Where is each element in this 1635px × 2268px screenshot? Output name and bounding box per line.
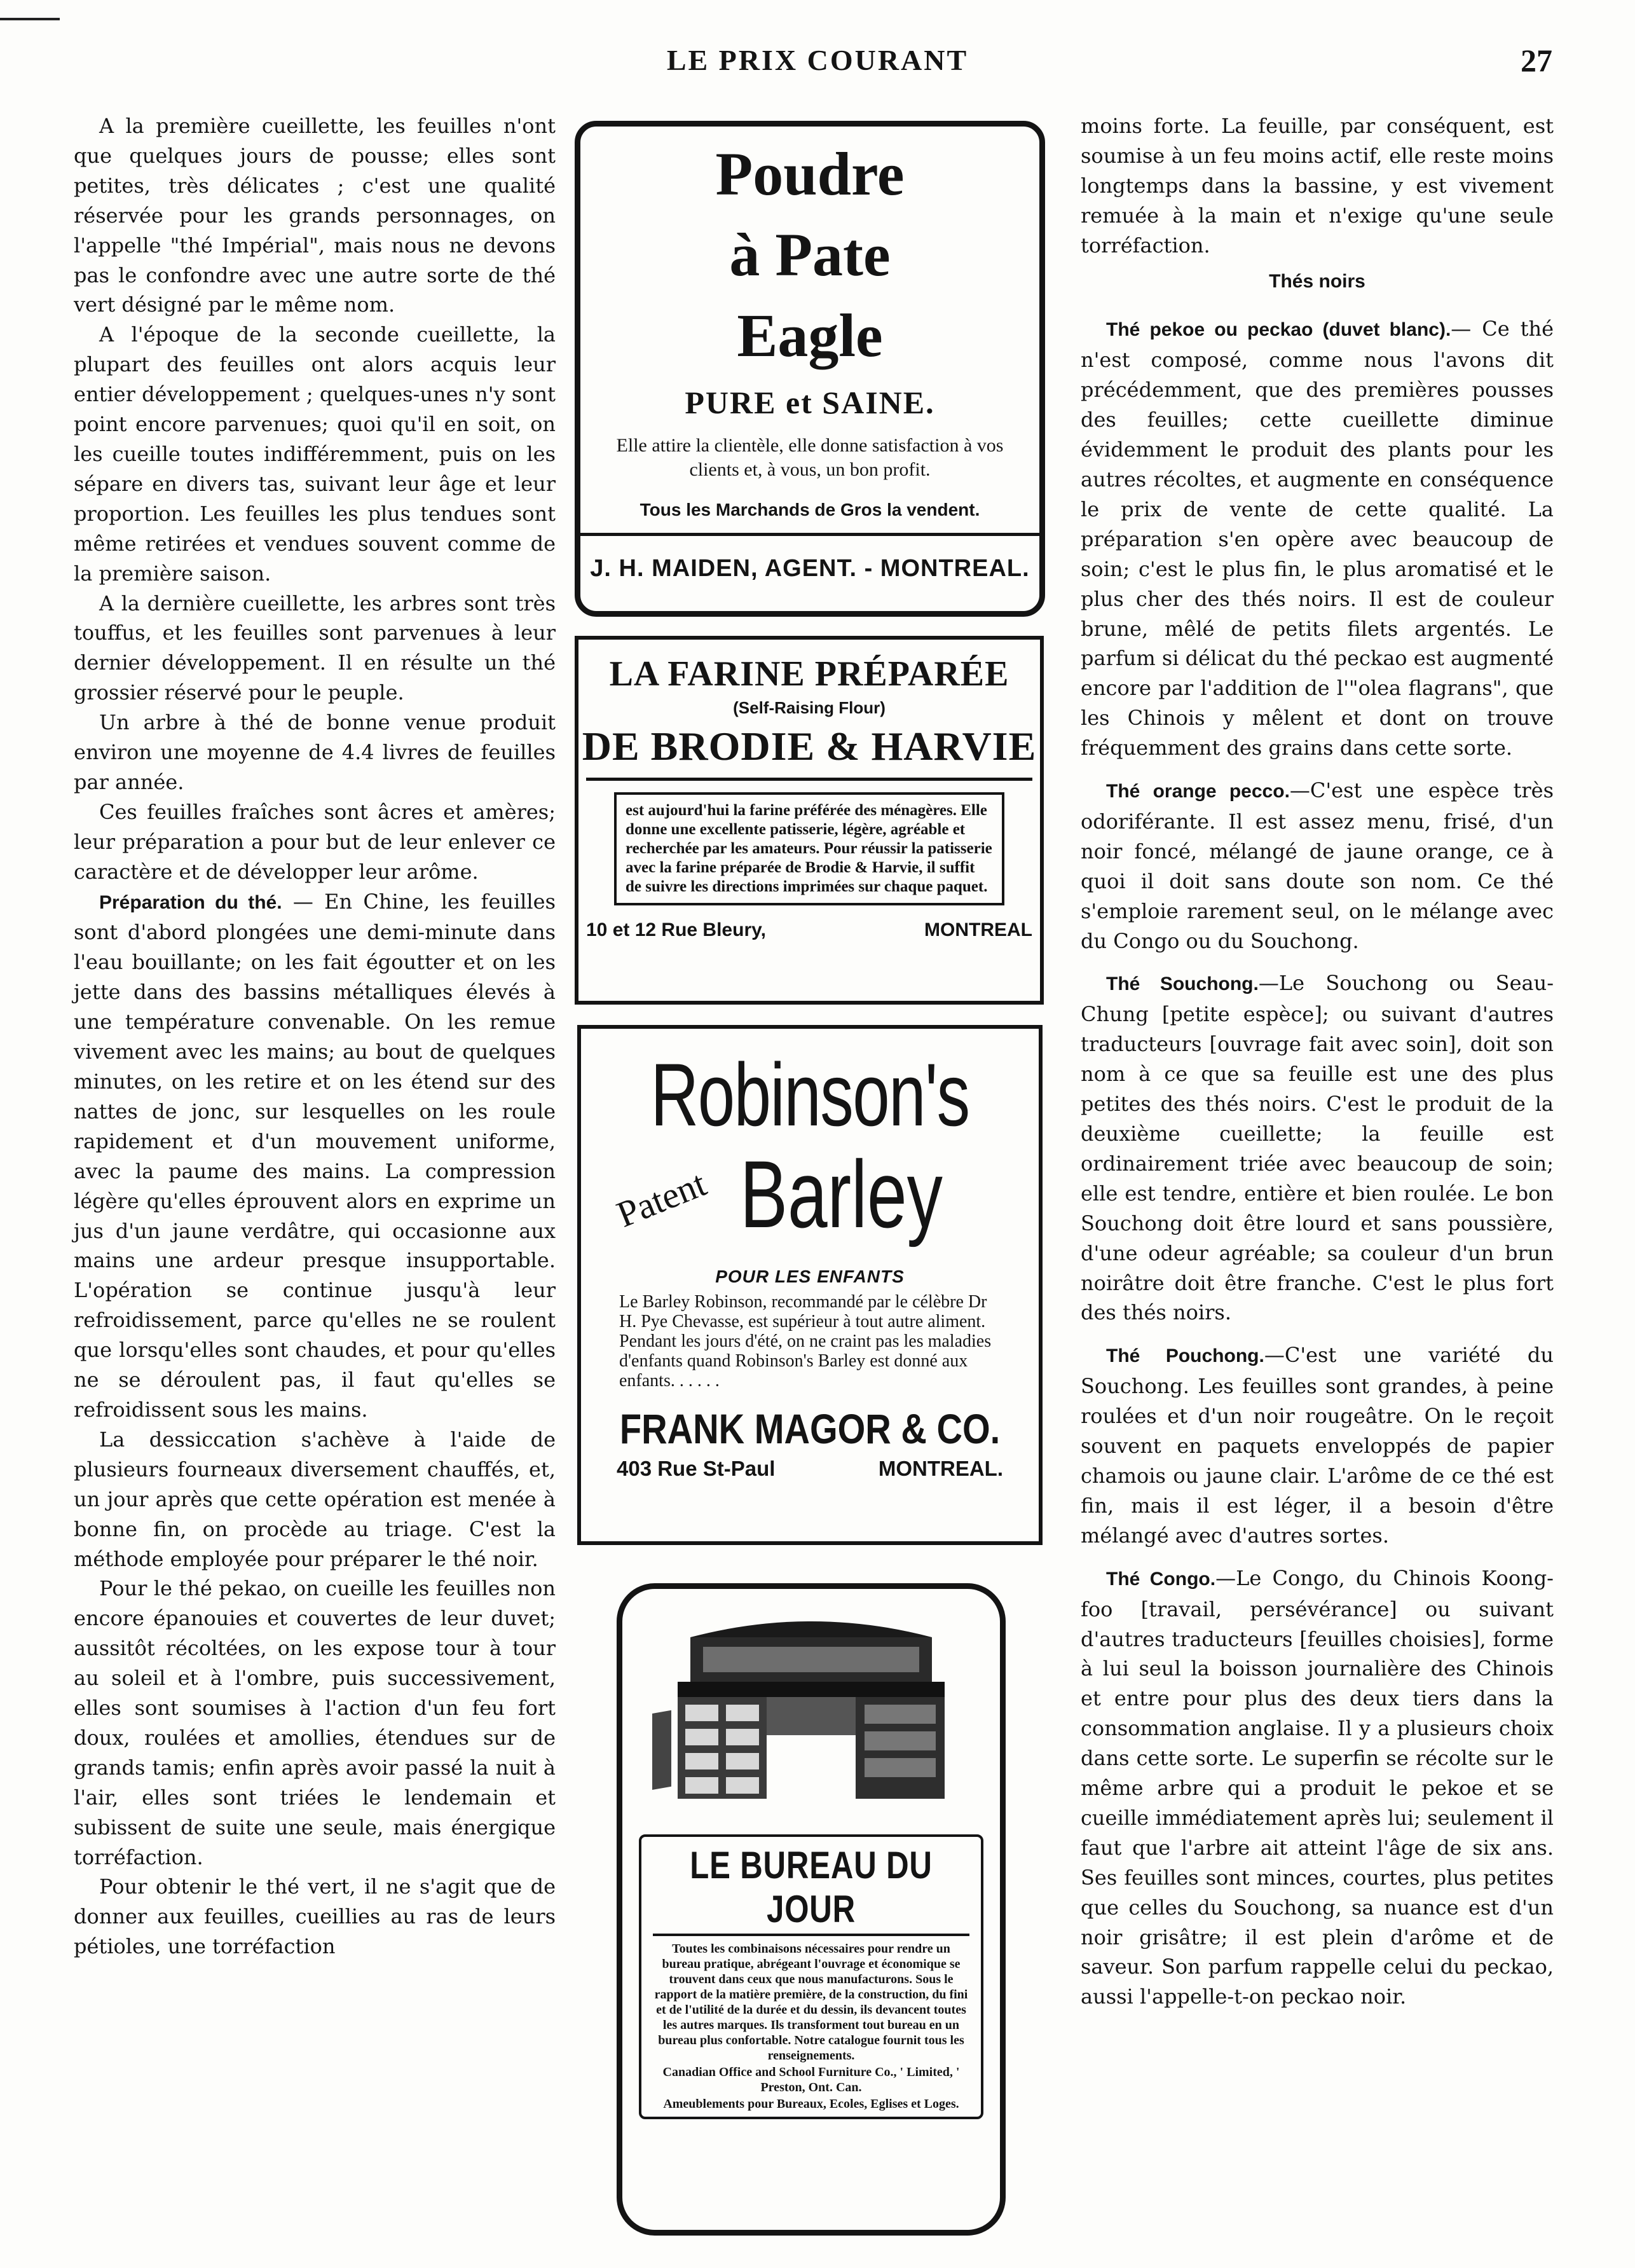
paragraph: La dessiccation s'achève à l'aide de plusieurs fourneaux diversement chauffés, et, un jour après que cette opération est menée à bonne fin, on procède au triage. C'est la méthode employée pour préparer le thé noir. bbox=[74, 1427, 556, 1571]
paragraph-preparation bbox=[74, 887, 556, 1425]
paragraph: Ces feuilles fraîches sont âcres et amères; leur préparation a pour but de leur enlever ce caractère et de développer leur arôme. bbox=[74, 799, 556, 884]
divider bbox=[653, 1934, 969, 1936]
ad-robinson-patent: Patent bbox=[611, 1162, 712, 1235]
paragraph: A la première cueillette, les feuilles n'ont que quelques jours de pousse; elles sont petites, très délicates ; c'est une qualité réservée pour les grands personnages, on l'appelle "thé Impérial", mais nous ne devons pas le confondre avec une autre sorte de thé vert désigné par le même nom. bbox=[74, 114, 556, 317]
ad-eagle-agent: J. H. MAIDEN, AGENT. - MONTREAL. bbox=[590, 555, 1030, 582]
ad-farine-title: LA FARINE PRÉPARÉE bbox=[609, 654, 1009, 694]
tea-entry-lead: Thé pekoe ou peckao (duvet blanc). bbox=[1106, 319, 1451, 341]
ad-eagle-title-line: Eagle bbox=[737, 301, 883, 369]
ad-robinsons-barley bbox=[577, 1025, 1043, 1545]
paragraph: Pour le thé pekao, on cueille les feuilles non encore épanouies et couvertes de leur duvet; aussitôt récoltées, on les expose tour à tour au soleil et à l'ombre, puis successivement, elles sont soumises à l'action d'un feu fort doux, roulées et amollies, étendues sur de grands tamis; enfin après avoir passé la nuit à l'air, elles sont triées le lendemain et subissent de suite une seule, mais énergique torréfaction. bbox=[74, 1576, 556, 1869]
ad-robinson-body: Le Barley Robinson, recommandé par le célèbre Dr H. Pye Chevasse, est supérieur à tout autre aliment. Pendant les jours d'été, on ne craint pas les maladies d'enfants quand Robinson's Barley est donné aux enfants. . . . . . bbox=[619, 1292, 992, 1391]
section-heading: Thés noirs bbox=[1269, 270, 1365, 292]
tea-entry-lead: Thé orange pecco. bbox=[1106, 781, 1290, 802]
tea-entry bbox=[1081, 314, 1554, 763]
paragraph: moins forte. La feuille, par conséquent, est soumise à un feu moins actif, elle reste moins longtemps dans la bassine, y est vivement remuée à la main et n'exige qu'une seule torréfaction. bbox=[1081, 114, 1554, 258]
ad-eagle-baking-powder bbox=[575, 121, 1045, 617]
ad-farine-preparee bbox=[575, 636, 1044, 1005]
tea-entry-lead: Thé Congo. bbox=[1106, 1568, 1216, 1590]
page-number: 27 bbox=[1521, 43, 1552, 78]
ad-robinson-city: MONTREAL. bbox=[878, 1457, 1003, 1480]
ad-robinson-for: POUR LES ENFANTS bbox=[715, 1267, 905, 1286]
ad-farine-city: MONTREAL bbox=[924, 919, 1032, 940]
divider bbox=[586, 778, 1032, 781]
running-head: LE PRIX COURANT bbox=[666, 44, 969, 76]
top-rule bbox=[0, 18, 60, 20]
ad-farine-address-row bbox=[578, 905, 1040, 941]
ad-bureau-du-jour bbox=[617, 1583, 1006, 2236]
ad-robinson-brand: Robinson's bbox=[650, 1045, 969, 1144]
tea-entry-text: —Le Souchong ou Seau-Chung [petite espèce]; ou suivant d'autres traducteurs [ouvrage fait avec soin], doit son nom à ce que sa feuille est une des plus petites des thés noirs. C'est le produit de la deuxième cueillette; la feuille est ordinairement triée avec beaucoup de soin; elle est tendre, entière et bien roulée. Le bon Souchong doit être lourd et sans poussière, d'une odeur agréable; sa couleur d'un brun noirâtre doit être franche. C'est le plus fort des thés noirs. bbox=[1081, 971, 1554, 1325]
ad-farine-address: 10 et 12 Rue Bleury, bbox=[586, 919, 766, 940]
ad-eagle-blurb: Elle attire la clientèle, elle donne satisfaction à vos clients et, à vous, un bon profit. bbox=[616, 435, 1004, 480]
tea-entry bbox=[1081, 1564, 1554, 2012]
divider bbox=[580, 533, 1039, 536]
section-lead: Préparation du thé. bbox=[99, 891, 282, 913]
tea-entry-text: — Ce thé n'est composé, comme nous l'avons dit précédemment, que des premières pousses des feuilles; cette cueillette diminue évidemment le produit des plants pour les autres récoltes, et augmente en conséquence le prix de vente de cette qualité. La préparation s'en opère avec beaucoup de soin; c'est le plus fin, le plus aromatisé et le plus cher des thés noirs. Il est de couleur brune, mêlé de petits filets argentés. Le parfum si délicat du thé peckao est augmenté encore par l'addition de l'"olea flagrans", que les Chinois y mêlent et dont on trouve fréquemment des grains dans cette sorte. bbox=[1081, 317, 1554, 760]
tea-entry-text: —C'est une variété du Souchong. Les feuilles sont grandes, à peine roulées et d'un noir rougeâtre. On le reçoit souvent en paquets enveloppés de papier chamois ou jaune clair. L'arôme de ce thé est fin, mais il est léger, il a besoin d'être mélangé avec d'autres sortes. bbox=[1081, 1343, 1554, 1548]
tea-entry bbox=[1081, 1340, 1554, 1550]
ad-robinson-company: FRANK MAGOR & CO. bbox=[619, 1405, 1001, 1452]
ad-eagle-tagline: PURE et SAINE. bbox=[685, 385, 935, 420]
tea-entry-lead: Thé Pouchong. bbox=[1106, 1345, 1264, 1367]
tea-entry bbox=[1081, 968, 1554, 1328]
tea-entry bbox=[1081, 776, 1554, 956]
ad-robinson-product: Barley bbox=[740, 1141, 943, 1247]
tea-entry-text: —C'est une espèce très odoriférante. Il est assez menu, frisé, d'un noir foncé, mélangé de jaune orange, ce à quoi il doit sans doute son nom. Ce thé s'emploie rarement seul, on le mélange avec du Congo ou du Souchong. bbox=[1081, 778, 1554, 953]
ad-bureau-title: LE BUREAU DU JOUR bbox=[690, 1844, 933, 1930]
ad-bureau-text-box bbox=[639, 1834, 983, 2119]
ad-eagle-title-line: à Pate bbox=[729, 221, 891, 289]
paragraph: Pour obtenir le thé vert, il ne s'agit que de donner aux feuilles, cueillies au ras de leurs pétioles, une torréfaction bbox=[74, 1874, 556, 1959]
paragraph: Un arbre à thé de bonne venue produit environ une moyenne de 4.4 livres de feuilles par année. bbox=[74, 710, 556, 794]
ad-bureau-company: Canadian Office and School Furniture Co., ' Limited, ' Preston, Ont. Can. bbox=[662, 2065, 960, 2094]
ad-farine-subtitle: (Self-Raising Flour) bbox=[733, 698, 886, 717]
paragraph: A l'époque de la seconde cueillette, la plupart des feuilles ont alors acquis leur entier développement ; quelques-unes n'y sont point encore parvenues; quoi qu'il en soit, on les cueille toutes indifféremment, puis on les sépare en divers tas, suivant leur âge et leur proportion. Les feuilles les plus tendues sont même retirées et vendues souvent comme de la première saison. bbox=[74, 322, 556, 586]
paragraph: A la dernière cueillette, les arbres sont très touffus, et les feuilles sont parvenues à leur dernier développement. Il en résulte un thé grossier réservé pour le peuple. bbox=[74, 591, 556, 705]
ad-eagle-dealers: Tous les Marchands de Gros la vendent. bbox=[640, 500, 980, 519]
ad-robinson-product-row bbox=[581, 1141, 1039, 1260]
roll-top-desk-icon bbox=[652, 1612, 970, 1803]
tea-entry-lead: Thé Souchong. bbox=[1106, 973, 1259, 995]
ad-bureau-footer: Ameublements pour Bureaux, Ecoles, Eglises et Loges. bbox=[663, 2097, 959, 2111]
ad-bureau-body: Toutes les combinaisons nécessaires pour rendre un bureau pratique, abrégeant l'ouvrage et économique se trouvent dans ceux que nous manufacturons. Sous le rapport de la matière première, de la construction, du fini et de l'utilité de la durée et du dessin, ils devancent toutes les autres marques. Ils transforment tout bureau en un bureau plus confortable. Notre catalogue fournit tous les renseignements. bbox=[654, 1942, 968, 2063]
left-column bbox=[74, 111, 556, 1962]
ad-robinson-address: 403 Rue St-Paul bbox=[617, 1457, 776, 1480]
ad-farine-brand: DE BRODIE & HARVIE bbox=[582, 724, 1037, 769]
right-column bbox=[1081, 111, 1554, 2012]
tea-entry-text: —Le Congo, du Chinois Koong-foo [travail, persévérance] ou suivant d'autres traducteurs [feuilles choisies], forme à lui seul la boisson journalière des Chinois et entre pour plus des deux tiers dans la consommation anglaise. Il y a plusieurs choix dans cette sorte. Le superfin se récolte sur le même arbre qui a produit le pekoe et se cueille immédiatement après lui; seulement il faut que l'arbre ait atteint l'âge de six ans. Ses feuilles sont minces, courtes, plus petites que celles du Souchong, sa nuance est d'un noir grisâtre; il est plein d'arôme et de saveur. Son parfum rappelle celui du peckao, aussi l'appelle-t-on peckao noir. bbox=[1081, 1565, 1554, 2009]
ad-robinson-address-row bbox=[581, 1453, 1039, 1481]
ad-eagle-title-line: Poudre bbox=[715, 140, 905, 208]
ad-farine-body: est aujourd'hui la farine préférée des ménagères. Elle donne une excellente patisserie, légère, agréable et recherchée par les amateurs. Pour réussir la patisserie avec la farine préparée de Brodie & Harvie, il suffit de suivre les directions imprimées sur chaque paquet. bbox=[614, 792, 1004, 905]
section-text: — En Chine, les feuilles sont d'abord plongées une demi-minute dans l'eau bouillante; on les fait égoutter et on les jette dans des bassins métalliques élevés à une température convenable. On les remue vivement avec les mains; au bout de quelques minutes, on les retire et on les étend sur des nattes de jonc, sur lesquelles on les roule rapidement et d'un mouvement uniforme, avec la paume des mains. La compression légère qu'elles éprouvent alors en exprime un jus d'un jaune verdâtre, qui occasionne aux mains une ardeur presque insupportable. L'opération se continue jusqu'à leur refroidissement, parce qu'elles ne se roulent que lorsqu'elles sont chaudes, et pour qu'elles ne se déroulent pas, il faut qu'elles se refroidissent sous les mains. bbox=[74, 889, 556, 1422]
